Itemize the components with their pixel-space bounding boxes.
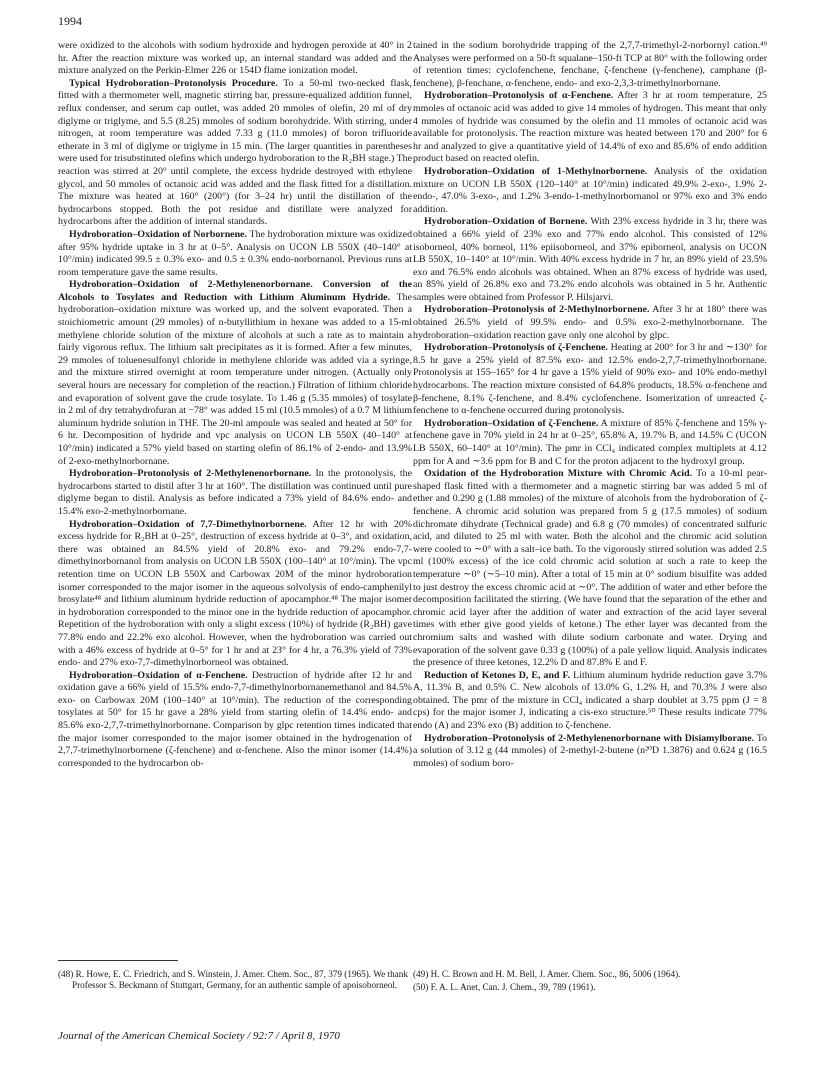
paragraph: Hydroboration–Protonolysis of 2-Methylenenorbornane. In the protonolysis, the hydrocarbons started to distil after 3 hr at 160°. The distillation was continued until pure diglyme began to distil. Analysis as before indicated a 73% yield of 84.6% endo- and 15.4% exo-2-methylnorbornane. [58,468,412,517]
footnote-rule [58,960,178,961]
paragraph: Hydroboration–Oxidation of 2-Methylenenorbornane. Conversion of the Alcohols to Tosylates and Reduction with Lithium Aluminum Hydride. The hydroboration–oxidation mixture was worked up, and the solvent evaporated. Then a stoichiometric amount (29 mmoles) of n-butyllithium in hexane was added to a 15-ml methylene chloride solution of the mixture of alcohols at such a rate as to maintain a fairly vigorous reflux. The lithium salt precipitates as it is formed. After a few minutes, 29 mmoles of toluenesulfonyl chloride in methylene chloride was added via a syringe, and the mixture stirred overnight at room temperature under nitrogen. (Actually only several hours are necessary for completion of the reaction.) Filtration of lithium chloride and evaporation of solvent gave the crude tosylate. To 1.46 g (5.35 mmoles) of tosylate in 2 ml of dry tetrahydrofuran at −78° was added 15 ml (10.5 mmoles) of a 0.7 M lithium aluminum hydride solution in THF. The 20-ml ampoule was sealed and heated at 50° for 6 hr. Decomposition of hydride and vpc analysis on UCON LB 550X (40–140° at 10°/min) indicated a 57% yield based on starting olefin of 86.1% of 2-endo- and 13.9% of 2-exo-methylnorbornane. [58,279,412,467]
footnote: (50) F. A. L. Anet, Can. J. Chem., 39, 789 (1961). [413,982,596,993]
section-heading: Hydroboration–Protonolysis of 2-Methylenenorbornane with Disiamylborane. [424,732,755,744]
section-heading: Typical Hydroboration–Protonolysis Procedure. [69,77,278,89]
paragraph: Hydroboration–Protonolysis of 2-Methylnorbornene. After 3 hr at 180° there was obtained 26.5% yield of 99.5% endo- and 0.5% exo-2-methylnorbornane. The hydroboration–oxidation reaction gave only one alcohol by glpc. [413,304,767,341]
paragraph: Hydroboration–Oxidation of α-Fenchene. Destruction of hydride after 12 hr and oxidation gave a 66% yield of 15.5% endo-7,7-dimethylnorbornanemethanol and 84.5% exo- on Carbowax 20M (100–140° at 10°/min). The reduction of the corresponding tosylates at 50° for 15 hr gave a 28% yield from starting olefin of 14.4% endo- and 85.6% exo-2,7,7-trimethylnorbornane. Comparison by glpc retention times indicated that the major isomer corresponded to the major isomer obtained in the hydrogenation of 2,7,7-trimethylnorbornene (ζ-fenchene) and α-fenchene. Also the minor isomer (14.4%) corresponded to the hydrocarbon ob- [58,669,412,769]
paragraph: tained in the sodium borohydride trapping of the 2,7,7-trimethyl-2-norbornyl cation.⁴⁹ Analyses were performed on a 50-ft squalane–150-ft TCP at 80° with the following order of retention times: cyclofenchene, fenchane, ζ-fenchene (γ-fenchene), camphane (β-fenchene), β-fenchane, α-fenchene, endo- and exo-2,3,3-trimethylnorbornane. [413,40,767,89]
journal-footer: Journal of the American Chemical Society / 92:7 / April 8, 1970 [58,1030,340,1042]
section-heading: Hydroboration–Oxidation of α-Fenchene. [69,669,248,681]
paragraph: Hydroboration–Oxidation of Bornene. With 23% excess hydride in 3 hr, there was obtained a 66% yield of 23% exo and 77% endo alcohol. This consisted of 12% isoborneol, 40% borneol, 11% epiisoborneol, and 37% epiborneol, analysis on UCON LB 550X, 10–140° at 10°/min. With 40% excess hydride in 7 hr, an 89% yield of 23.5% exo and 76.5% endo alcohols was obtained. When an 87% excess of hydride was used, an 85% yield of 26.8% exo and 73.2% endo alcohols was obtained in 5 hr. Authentic samples were obtained from Professor P. Hilsjarvi. [413,216,767,303]
section-heading: Hydroboration–Protonolysis of ζ-Fenchene. [424,342,608,354]
footnotes-right [413,960,767,996]
paragraph: were oxidized to the alcohols with sodium hydroxide and hydrogen peroxide at 40° in 2 hr. After the reaction mixture was worked up, an internal standard was added and the mixture analyzed on the Perkin-Elmer 226 or 154D flame ionization model. [58,40,412,77]
section-heading: Hydroboration–Oxidation of 1-Methylnorbornene. [424,165,648,177]
section-heading: Hydroboration–Oxidation of Bornene. [424,216,588,228]
paragraph: Oxidation of the Hydroboration Mixture with Chromic Acid. To a 10-ml pear-shaped flask fitted with a thermometer and a magnetic stirring bar was added 5 ml of ether and 0.290 g (1.88 mmoles) of the mixture of alcohols from the hydroboration of ζ-fenchene. A chromic acid solution was prepared from 5 g (17.5 mmoles) of sodium dichromate dihydrate (Technical grade) and 6.8 g (70 mmoles) of concentrated sulfuric acid, and diluted to 25 ml with water. Both the alcohol and the chromic acid solution were cooled to ∼0° with a salt–ice bath. To the vigorously stirred solution was added 2.5 ml (100% excess) of the ice cold chromic acid solution at such a rate to keep the temperature ∼0° (∼5–10 min). After a total of 15 min at 0° sodium bisulfite was added to just destroy the excess chromic acid at ∼0°. The addition of water and ether before the decomposition facilitated the stirring. (We have found that the separation of the ether and chromic acid layer after the addition of water and extraction of the acid layer several times with ether give good yields of ketone.) The ether layer was decanted from the chromium salts and washed with dilute sodium carbonate and water. Drying and evaporation of the solvent gave 0.33 g (100%) of a pale yellow liquid. Analysis indicates the presence of three ketones, 12.2% D and 87.8% E and F. [413,468,767,669]
paragraph: Hydroboration–Oxidation of Norbornene. The hydroboration mixture was oxidized after 95% hydride uptake in 3 hr at 0–5°. Analysis on UCON LB 550X (40–140° at 10°/min) indicated 99.5 ± 0.3% exo- and 0.5 ± 0.3% endo-norbornanol. Previous runs at room temperature gave the same results. [58,228,413,278]
page-number: 1994 [58,14,82,28]
section-heading: Hydroboration–Oxidation of 2-Methylenenorbornane. Conversion of the Alcohols to Tosylates and Reduction with Lithium Aluminum Hydride. [58,279,412,303]
footnote: (48) R. Howe, E. C. Friedrich, and S. Winstein, J. Amer. Chem. Soc., 87, 379 (1965). We thank Professor S. Beckmann of Stuttgart, Germany, for an authentic sample of apoisoborneol. [58,969,408,991]
paragraph: Hydroboration–Protonolysis of α-Fenchene. After 3 hr at room temperature, 25 mmoles of octanoic acid was added to give 14 mmoles of hydrogen. This meant that only 4 mmoles of hydride was consumed by the olefin and 11 mmoles of octanoic acid was available for protonolysis. The reaction mixture was heated between 170 and 200° for 6 hr and analyzed to give a quantitative yield of 14.4% of exo and 85.6% of endo addition product based on reacted olefin. [413,90,767,165]
section-heading: Hydroboration–Oxidation of 7,7-Dimethylnorbornene. [69,518,307,530]
paragraph: Typical Hydroboration–Protonolysis Procedure. To a 50-ml two-necked flask, fitted with a thermometer well, magnetic stirring bar, pressure-equalized addition funnel, reflux condenser, and serum cap outlet, was added 20 mmoles of olefin, 20 ml of dry diglyme or triglyme, and 5.5 (8.25) mmoles of sodium borohydride. With stirring, under nitrogen, at room temperature was added 7.33 g (11.0 mmoles) of boron trifluoride etherate in 3 ml of diglyme or triglyme in 15 min. (The larger quantities in parentheses were used for trisubstituted olefins which undergo hydroboration to the R₂BH stage.) The reaction was stirred at 20° until complete, the excess hydride destroyed with ethylene glycol, and 50 mmoles of octanoic acid was added and the flask fitted for a distillation. The mixture was heated at 160° (200°) (for 3–24 hr) until the distillation of the hydrocarbons stopped. Both the pot residue and distillate were analyzed for hydrocarbons after the addition of internal standards. [58,77,412,228]
section-heading: Oxidation of the Hydroboration Mixture with Chromic Acid. [424,468,693,480]
section-heading: Hydroboration–Protonolysis of 2-Methylenenorbornane. [69,468,312,480]
paragraph: Hydroboration–Oxidation of 7,7-Dimethylnorbornene. After 12 hr with 20% excess hydride for R₂BH at 0–25°, destruction of excess hydride at 0–3°, and oxidation, there was obtained an 84.5% yield of 20.8% exo- and 79.2% endo-7,7-dimethylnorbornanol from analysis on UCON LB 550X (100–140° at 10°/min). The vpc retention time on UCON LB 550X and Carbowax 20M of the minor hydroboration isomer corresponded to the major isomer in the aqueous solvolysis of endo-camphenilyl brosylate⁴⁸ and lithium aluminum hydride reduction of apocamphor.⁴⁸ The major isomer in hydroboration corresponded to the minor one in the hydride reduction of apocamphor. Repetition of the hydroboration with only a slight excess (10%) of hydride (R₂BH) gave 77.8% endo and 22.2% exo alcohol. However, when the hydroboration was carried out with a 46% excess of hydride at 0–5° for 1 hr and at 23° for 4 hr, a 76.3% yield of 73% endo- and 27% exo-7,7-dimethylnorborneol was obtained. [58,518,412,669]
right-column [413,40,767,770]
paragraph: Hydroboration–Protonolysis of 2-Methylenenorbornane with Disiamylborane. To a solution of 3.12 g (44 mmoles) of 2-methyl-2-butene (n²⁰D 1.3876) and 0.624 g (16.5 mmoles) of sodium boro- [413,732,767,769]
section-heading: Reduction of Ketones D, E, and F. [424,669,571,681]
left-column [58,40,412,770]
section-heading: Hydroboration–Protonolysis of α-Fenchene. [424,90,614,102]
paragraph: Reduction of Ketones D, E, and F. Lithium aluminum hydride reduction gave 3.7% A, 11.3% B, and 0.5% C. New alcohols of 13.0% G, 1.2% H, and 70.3% J were also obtained. The pmr of the mixture in CCl₄ indicated a sharp doublet at 3.75 ppm (J = 8 cps) for the major isomer J, indicating a cis-exo structure.⁵⁰ These results indicate 77% endo (A) and 23% exo (B) addition to ζ-fenchene. [413,669,768,732]
footnotes-left [58,960,412,994]
paragraph: Hydroboration–Protonolysis of ζ-Fenchene. Heating at 200° for 3 hr and ∼130° for 8.5 hr gave a 25% yield of 87.5% exo- and 12.5% endo-2,7,7-trimethylnorbornane. Protonolysis at 155–165° for 4 hr gave a 15% yield of 90% exo- and 10% endo-methyl hydrocarbons. The reaction mixture consisted of 64.8% products, 18.5% α-fenchene and β-fenchene, 8.1% ζ-fenchene, and 8.4% cyclofenchene. Isomerization of unreacted ζ-fenchene to α-fenchene occurred during protonolysis. [413,342,767,417]
footnote: (49) H. C. Brown and H. M. Bell, J. Amer. Chem. Soc., 86, 5006 (1964). [413,969,681,979]
section-heading: Hydroboration–Protonolysis of 2-Methylnorbornene. [424,304,650,316]
paragraph: Hydroboration–Oxidation of 1-Methylnorbornene. Analysis of the oxidation mixture on UCON LB 550X (120–140° at 10°/min) indicated 49.9% 2-exo-, 1.9% 2-endo-, 47.0% 3-exo-, and 1.2% 3-endo-1-methylnorbornanol or 97% exo and 3% endo addition. [413,165,767,215]
section-heading: Hydroboration–Oxidation of Norbornene. [69,228,247,240]
section-heading: Hydroboration–Oxidation of ζ-Fenchene. [424,417,599,429]
paragraph: Hydroboration–Oxidation of ζ-Fenchene. A mixture of 85% ζ-fenchene and 15% γ-fenchene gave in 70% yield in 24 hr at 0–25°, 65.8% A, 19.7% B, and 14.5% C (UCON LB 550X, 60–140° at 10°/min). The pmr in CCl₄ indicated complex multiplets at 4.12 ppm for A and ∼3.6 ppm for B and C for the proton adjacent to the hydroxyl group. [413,417,767,467]
